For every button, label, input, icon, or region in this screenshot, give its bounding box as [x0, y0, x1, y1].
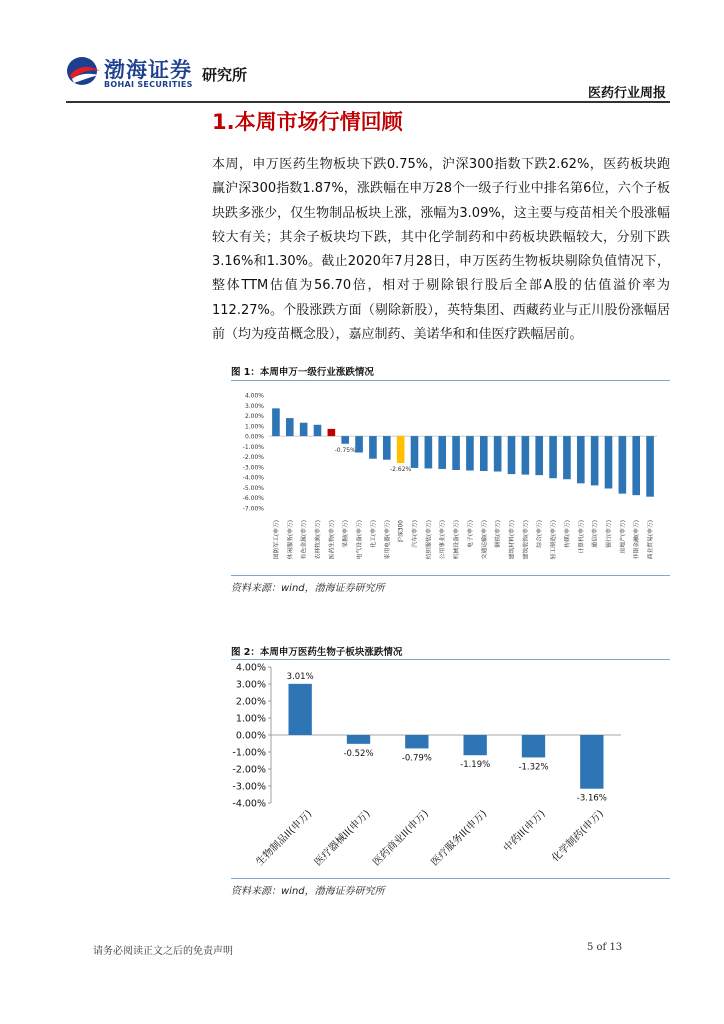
y-tick-label: 2.00%: [235, 696, 266, 708]
subsector-bar-chart: [231, 660, 670, 878]
x-tick-label: 非银金融(申万): [634, 520, 641, 560]
bar-电子(申万): [466, 436, 474, 470]
y-tick-label: -2.00%: [242, 454, 264, 462]
x-tick-label: 生物制品II(申万): [254, 808, 315, 869]
bar-化学制药(申万): [580, 735, 603, 789]
industry-bar-chart: [231, 384, 670, 574]
x-tick-label: 医疗器械II(申万): [312, 808, 373, 869]
report-type: 医药行业周报: [587, 86, 666, 101]
x-tick-label: 建筑装饰(申万): [523, 520, 530, 560]
x-tick-label: 电子(申万): [467, 520, 474, 548]
bar-建筑材料(申万): [508, 436, 516, 474]
x-tick-label: 汽车(申万): [412, 520, 419, 548]
bar-交通运输(申万): [480, 436, 488, 471]
y-tick-label: 3.00%: [235, 679, 266, 691]
data-label: -0.79%: [401, 753, 432, 764]
data-label: -1.19%: [460, 760, 491, 771]
x-tick-label: 中药II(申万): [501, 808, 548, 855]
x-tick-label: 商业贸易(申万): [648, 520, 655, 560]
y-tick-label: -3.00%: [232, 781, 266, 793]
bar-生物制品II(申万): [289, 684, 312, 735]
x-tick-label: 医疗服务II(申万): [429, 808, 490, 869]
x-tick-label: 综合(申万): [537, 520, 544, 548]
y-tick-label: -1.00%: [232, 747, 266, 759]
bar-医疗器械II(申万): [347, 735, 370, 744]
bar-医药商业II(申万): [405, 735, 428, 748]
page-number: 5 of 13: [587, 942, 623, 953]
figure1-bottom-rule: [231, 575, 670, 576]
y-tick-label: 0.00%: [235, 730, 266, 742]
x-tick-label: 房地产(申万): [620, 520, 627, 554]
x-tick-label: 国防军工(申万): [273, 520, 280, 560]
bar-农林牧渔(申万): [314, 425, 322, 436]
bar-轻工制造(申万): [549, 436, 557, 478]
x-tick-label: 有色金属(申万): [301, 520, 308, 560]
y-tick-label: -4.00%: [232, 798, 266, 810]
bar-休闲服务(申万): [286, 418, 294, 436]
figure2-bottom-rule: [231, 878, 670, 879]
y-tick-label: -5.00%: [242, 484, 264, 492]
x-tick-label: 医药商业II(申万): [371, 808, 431, 869]
y-tick-label: 4.00%: [235, 662, 266, 674]
x-tick-label: 纺织服装(申万): [426, 520, 433, 560]
y-tick-label: 1.00%: [235, 713, 266, 725]
x-tick-label: 传媒(申万): [564, 520, 571, 548]
y-tick-label: 2.00%: [244, 413, 264, 421]
footer-disclaimer: 请务必阅读正文之后的免责声明: [93, 946, 233, 957]
y-tick-label: -7.00%: [242, 505, 264, 513]
x-tick-label: 建筑材料(申万): [509, 520, 516, 560]
data-label: -0.52%: [343, 748, 374, 759]
x-tick-label: 电气设备(申万): [357, 520, 364, 560]
data-label: -3.16%: [576, 793, 607, 804]
figure1-top-rule: [231, 380, 670, 381]
bar-传媒(申万): [563, 436, 571, 479]
bar-公用事业(申万): [438, 436, 446, 469]
bar-银行(申万): [605, 436, 613, 488]
body-paragraph: 本周，申万医药生物板块下跌0.75%，沪深300指数下跌2.62%，医药板块跑赢沪深300指数1.87%，涨跌幅在申万28个一级子行业中排名第6位，六个子板块跌多涨少，仅生物制品板块上涨，涨幅为3.09%，这主要与疫苗相关个股涨幅较大有关；其余子板块均下跌，其中化学制药和中药板块跌幅较大，分别下跌3.16%和1.30%。截止2020年7月28日，申万医药生物板块剔除负值情况下，整体TTM估值为56.70倍，相对于剔除银行股后全部A股的估值溢价率为112.27%。个股涨跌方面（剔除新股），英特集团、西藏药业与正川股份涨幅居前（均为疫苗概念股），嘉应制药、美诺华和和佳医疗跌幅居前。: [212, 157, 670, 343]
x-tick-label: 家用电器(申万): [384, 520, 391, 560]
x-tick-label: 钢铁(申万): [495, 520, 502, 548]
x-tick-label: 计算机(申万): [578, 520, 585, 554]
bar-纺织服装(申万): [425, 436, 433, 468]
data-label: -2.62%: [390, 466, 412, 474]
data-label: -0.75%: [334, 446, 356, 454]
x-tick-label: 银行(申万): [606, 520, 613, 548]
bar-综合(申万): [535, 436, 543, 475]
bar-非银金融(申万): [632, 436, 640, 495]
x-tick-label: 轻工制造(申万): [551, 520, 558, 560]
bar-计算机(申万): [577, 436, 585, 483]
company-logo-text: 渤海证券: [104, 57, 192, 82]
company-logo-english: BOHAI SECURITIES: [104, 80, 193, 89]
x-tick-label: 通信(申万): [592, 520, 599, 548]
figure1-title: 图 1：本周申万一级行业涨跌情况: [231, 367, 374, 378]
bar-国防军工(申万): [272, 408, 280, 436]
x-tick-label: 农林牧渔(申万): [315, 520, 322, 560]
y-tick-label: -4.00%: [242, 474, 264, 482]
bar-有色金属(申万): [300, 423, 308, 436]
bar-房地产(申万): [619, 436, 627, 494]
figure2-title: 图 2：本周申万医药生物子板块涨跌情况: [231, 647, 403, 658]
y-tick-label: 3.00%: [244, 402, 264, 410]
data-label: 3.01%: [286, 671, 314, 682]
bar-医疗服务II(申万): [464, 735, 487, 755]
bar-钢铁(申万): [494, 436, 502, 471]
bar-建筑装饰(申万): [522, 436, 530, 475]
bar-电气设备(申万): [355, 436, 363, 452]
bar-中药II(申万): [522, 735, 545, 757]
data-label: -1.32%: [518, 762, 549, 773]
bar-机械设备(申万): [452, 436, 460, 470]
y-tick-label: -3.00%: [242, 464, 264, 472]
x-tick-label: 采掘(申万): [343, 520, 350, 548]
y-tick-label: 1.00%: [244, 423, 264, 431]
bohai-logo-icon: [66, 55, 102, 87]
bar-汽车(申万): [411, 436, 419, 468]
x-tick-label: 公用事业(申万): [440, 520, 447, 560]
x-tick-label: 化工(申万): [370, 520, 377, 548]
x-tick-label: 休闲服务(申万): [287, 520, 294, 560]
x-tick-label: 交通运输(申万): [481, 520, 488, 560]
bar-化工(申万): [369, 436, 377, 459]
x-tick-label: 化学制药(申万): [550, 808, 606, 865]
bar-家用电器(申万): [383, 436, 391, 460]
bar-医药生物(申万): [328, 429, 336, 436]
bar-商业贸易(申万): [646, 436, 654, 497]
bar-采掘(申万): [341, 436, 349, 444]
y-tick-label: 4.00%: [244, 392, 264, 400]
y-tick-label: -6.00%: [242, 495, 264, 503]
figure1-source: 资料来源：wind，渤海证券研究所: [231, 583, 385, 594]
figure2-source: 资料来源：wind，渤海证券研究所: [231, 886, 385, 897]
institute-name: 研究所: [202, 66, 248, 84]
x-tick-label: 机械设备(申万): [454, 520, 461, 560]
x-tick-label: 沪深300: [398, 520, 405, 543]
y-tick-label: 0.00%: [244, 433, 264, 441]
bar-通信(申万): [591, 436, 599, 485]
bar-沪深300: [397, 436, 405, 463]
section-title: 1.本周市场行情回顾: [212, 110, 403, 134]
y-tick-label: -1.00%: [242, 443, 264, 451]
x-tick-label: 医药生物(申万): [329, 520, 336, 560]
y-tick-label: -2.00%: [232, 764, 266, 776]
header-divider: [66, 101, 670, 103]
